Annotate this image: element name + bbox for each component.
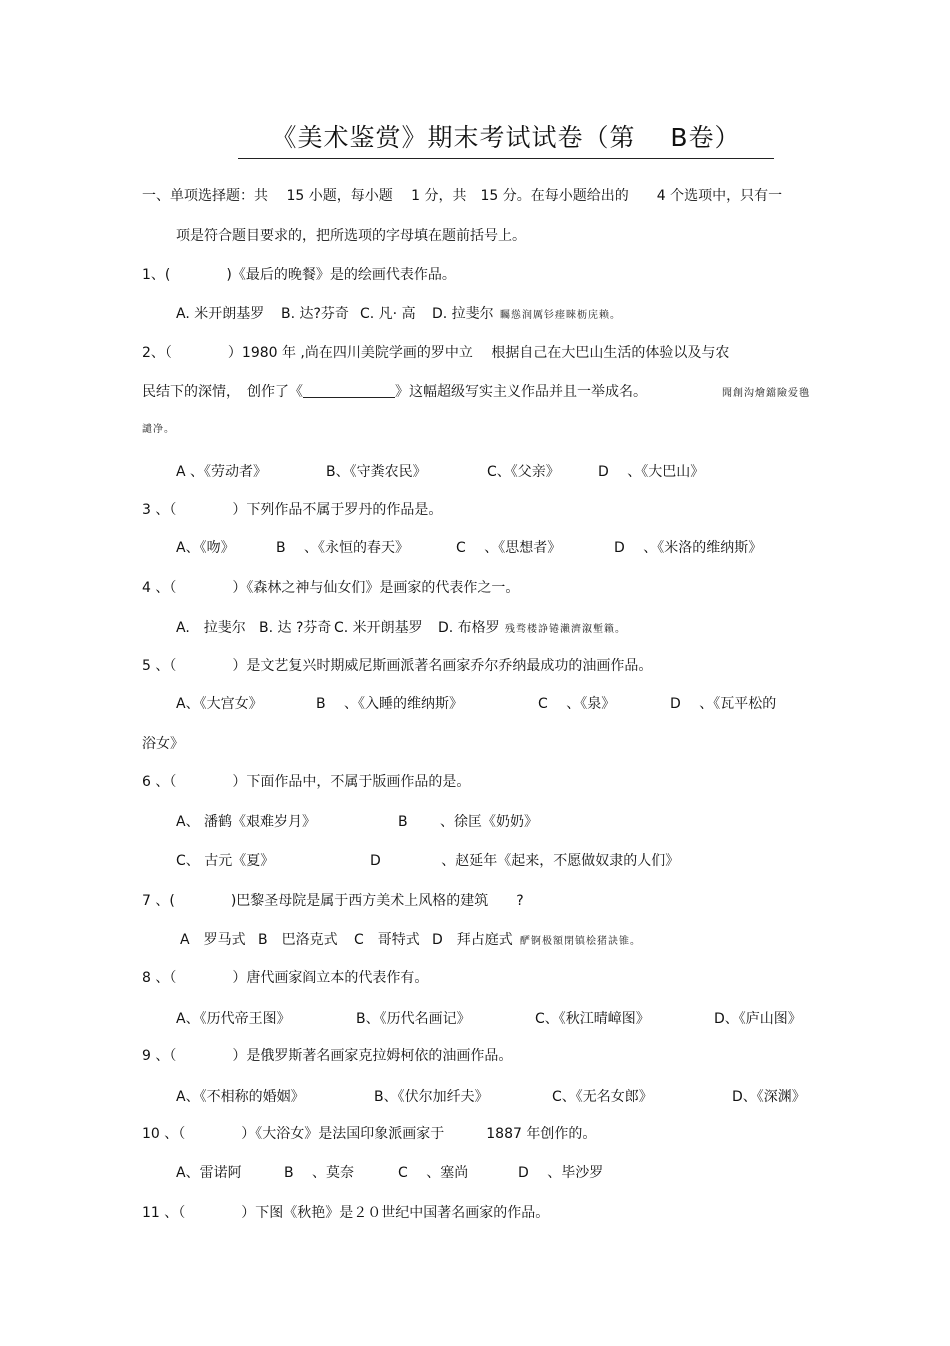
question-9-stem: 9 、（ ）是俄罗斯著名画家克拉姆柯依的油画作品。: [142, 1048, 513, 1064]
question-4-option-a: A. 拉斐尔: [176, 620, 246, 636]
question-6-stem: 6 、（ ）下面作品中，不属于版画作品的是。: [142, 774, 471, 790]
question-6-option-b: B 、徐匡《奶奶》: [398, 814, 539, 830]
question-4-stem: 4 、（ ）《森林之神与仙女们》是画家的代表作之一。: [142, 580, 520, 596]
question-10-stem: 10 、（ ）《大浴女》是法国印象派画家于 1887 年创作的。: [142, 1126, 597, 1142]
question-9-option-d: D、《深渊》: [732, 1089, 806, 1105]
question-5-option-b: B 、《入睡的维纳斯》: [316, 696, 464, 712]
exam-title: 《美术鉴赏》期末考试试卷（第 B卷）: [238, 118, 774, 159]
question-8-option-a: A、《历代帝王图》: [176, 1011, 291, 1027]
question-2-stem-line2: [142, 382, 647, 402]
question-2-stem-part1: 民结下的深情， 创作了《: [142, 384, 303, 400]
question-2-noise-text-b: 譴净。: [142, 424, 175, 435]
question-1-option-b: B. 达?芬奇: [281, 306, 349, 322]
question-7-option-c: C 哥特式: [354, 932, 420, 948]
question-4-noise-text: 残骛楼諍锩瀨濟溆塹籟。: [505, 624, 626, 635]
question-1-stem: 1、( )《最后的晚餐》是的绘画代表作品。: [142, 267, 456, 283]
question-3-option-a: A、《吻》: [176, 540, 235, 556]
section-instruction-line2: 项是符合题目要求的，把所选项的字母填在题前括号上。: [176, 228, 526, 244]
question-2-answer-blank: [303, 383, 395, 398]
question-10-option-b: B 、莫奈: [284, 1165, 355, 1181]
question-10-option-d: D 、毕沙罗: [518, 1165, 604, 1181]
question-9-option-b: B、《伏尔加纤夫》: [374, 1089, 489, 1105]
question-8-option-d: D、《庐山图》: [714, 1011, 802, 1027]
question-1-option-d: D. 拉斐尔: [432, 306, 494, 322]
question-7-option-a: A 罗马式: [180, 932, 246, 948]
question-2-option-b: B、《守粪农民》: [326, 464, 427, 480]
question-2-stem-part2: 》这幅超级写实主义作品并且一举成名。: [395, 384, 647, 400]
question-9-option-a: A、《不相称的婚姻》: [176, 1089, 305, 1105]
question-8-option-c: C、《秋江晴嶂图》: [535, 1011, 650, 1027]
question-4-option-c: C. 米开朗基罗: [334, 620, 423, 636]
question-4-option-d: D. 布格罗: [438, 620, 500, 636]
question-7-noise-text: 酽锕极額閉镇桧猪訣锥。: [520, 936, 641, 947]
question-5-option-d-continuation: 浴女》: [142, 736, 184, 752]
question-6-option-c: C、 古元《夏》: [176, 853, 275, 869]
question-6-option-d: D 、赵延年《起来，不愿做奴隶的人们》: [370, 853, 680, 869]
question-5-option-a: A、《大宫女》: [176, 696, 263, 712]
section-instruction-line1: 一、单项选择题：共 15 小题，每小题 1 分，共 15 分。在每小题给出的 4 个选项中，只有一: [142, 188, 783, 204]
question-9-option-c: C、《无名女郎》: [552, 1089, 653, 1105]
question-7-option-b: B 巴洛克式: [258, 932, 338, 948]
question-7-stem: 7 、( )巴黎圣母院是属于西方美术上风格的建筑 ?: [142, 893, 524, 909]
question-11-stem: 11 、（ ）下图《秋艳》是２０世纪中国著名画家的作品。: [142, 1205, 550, 1221]
question-2-stem-line1: 2、（ ）1980 年 ,尚在四川美院学画的罗中立 根据自己在大巴山生活的体验以及与农: [142, 345, 730, 361]
question-4-option-b: B. 达 ?芬奇: [259, 620, 332, 636]
question-3-option-c: C 、《思想者》: [456, 540, 562, 556]
question-7-option-d: D 拜占庭式: [432, 932, 513, 948]
question-2-noise-text-a: 聞創沟燴鐺險爱氇: [722, 388, 810, 399]
question-1-option-c: C. 凡· 高: [360, 306, 416, 322]
question-3-stem: 3 、（ ）下列作品不属于罗丹的作品是。: [142, 502, 443, 518]
question-1-noise-text: 矚慫润厲钐瘗睞枥庑赖。: [500, 310, 621, 321]
question-3-option-d: D 、《米洛的维纳斯》: [614, 540, 763, 556]
question-2-option-c: C、《父亲》: [487, 464, 560, 480]
question-2-option-a: A 、《劳动者》: [176, 464, 268, 480]
question-5-option-d: D 、《瓦平松的: [670, 696, 777, 712]
question-8-option-b: B、《历代名画记》: [356, 1011, 471, 1027]
question-1-option-a: A. 米开朗基罗: [176, 306, 265, 322]
question-5-stem: 5 、（ ）是文艺复兴时期威尼斯画派著名画家乔尔乔纳最成功的油画作品。: [142, 658, 653, 674]
question-2-option-d: D 、《大巴山》: [598, 464, 705, 480]
question-6-option-a: A、 潘鹤《艰难岁月》: [176, 814, 317, 830]
question-5-option-c: C 、《泉》: [538, 696, 616, 712]
question-10-option-a: A、雷诺阿: [176, 1165, 242, 1181]
question-3-option-b: B 、《永恒的春天》: [276, 540, 410, 556]
question-10-option-c: C 、塞尚: [398, 1165, 469, 1181]
question-8-stem: 8 、（ ）唐代画家阎立本的代表作有。: [142, 970, 429, 986]
